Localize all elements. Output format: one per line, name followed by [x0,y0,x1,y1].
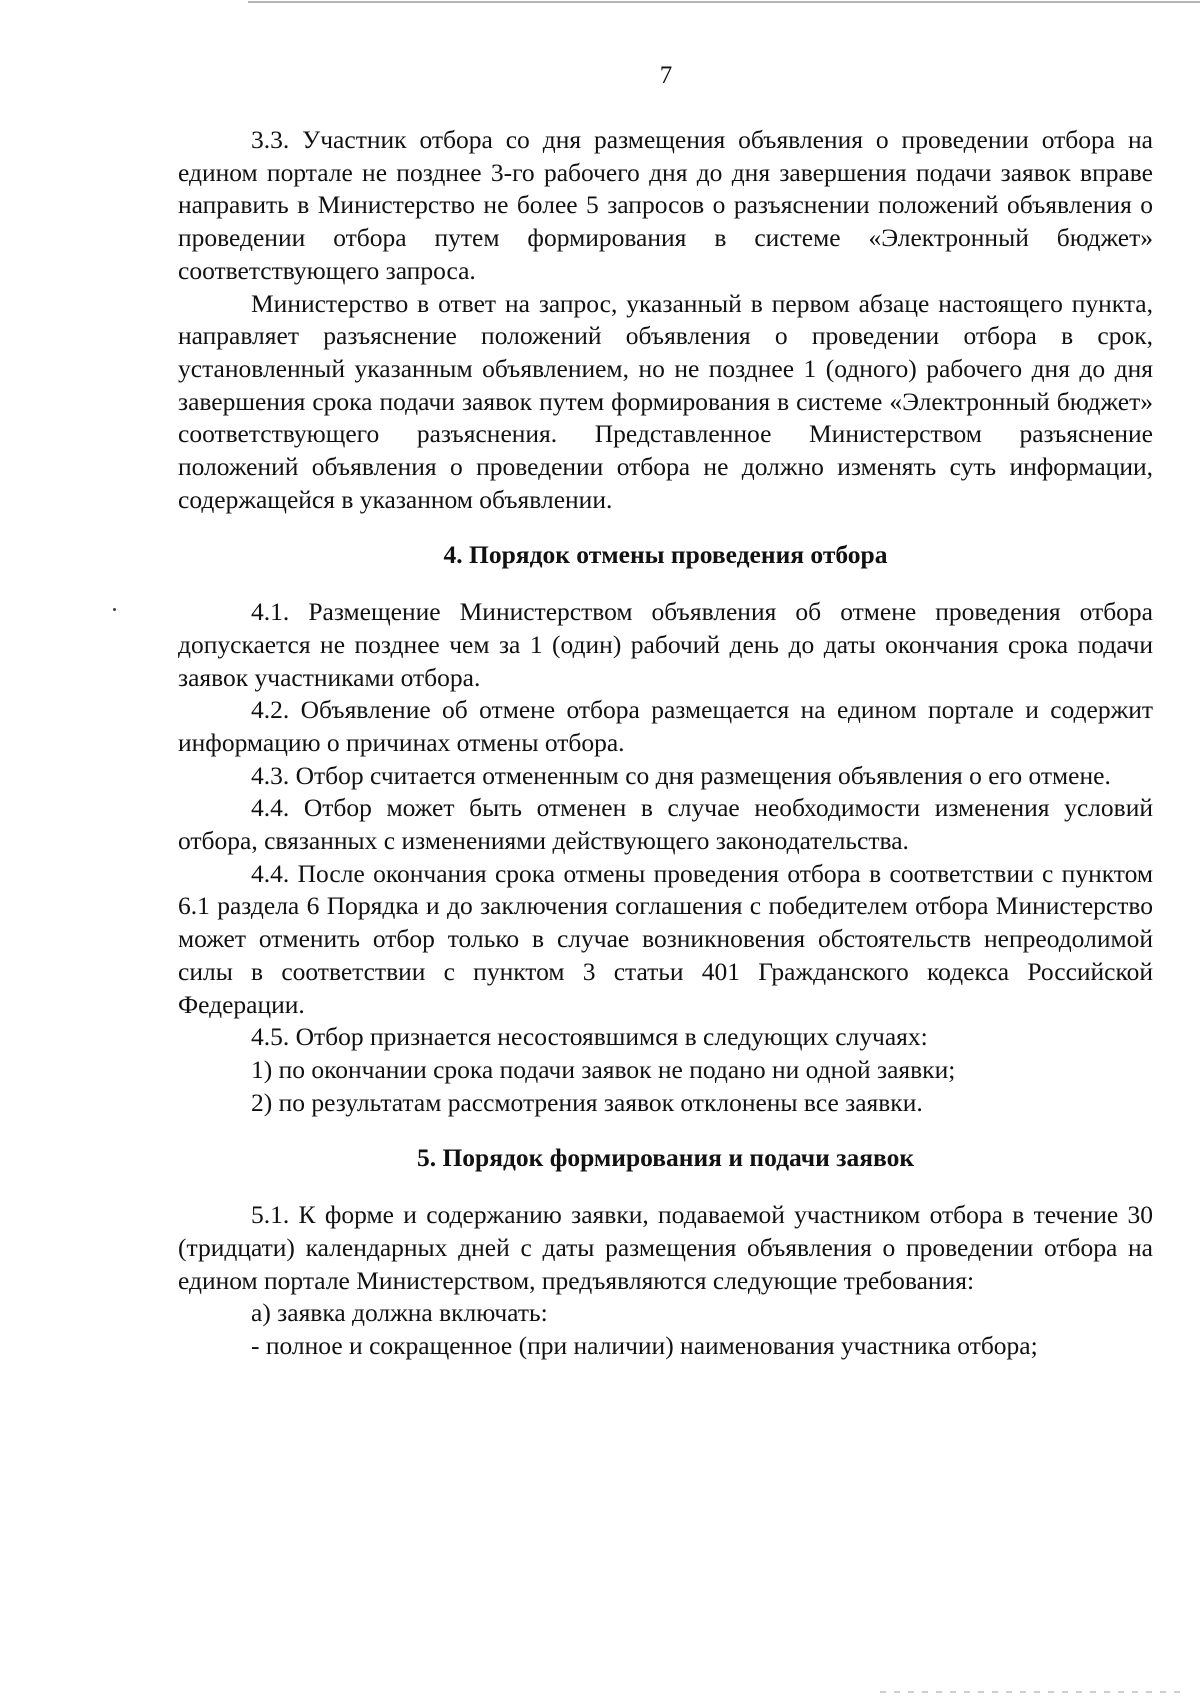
paragraph-4-4: 4.4. Отбор может быть отменен в случае необходимости изменения условий отбора, связанных с изменениями действующего законодательства. [178,793,1153,856]
top-border-line [248,1,1200,3]
section-5-heading: 5. Порядок формирования и подачи заявок [416,1143,915,1173]
document-body [178,124,1153,1363]
paragraph-4-1: 4.1. Размещение Министерством объявления об отмене проведения отбора допускается не позднее чем за 1 (один) рабочий день до даты окончания срока подачи заявок участниками отбора. [178,597,1153,692]
list-item-5-1-a-1: - полное и сокращенное (при наличии) наименования участника отбора; [251,1330,1038,1360]
page-number: 7 [659,62,673,89]
scan-artifact-dot [113,608,116,611]
paragraph-3-3: 3.3. Участник отбора со дня размещения объявления о проведении отбора на едином портале не позднее 3-го рабочего дня до дня завершения подачи заявок вправе направить в Министерство не более 5 запросов о разъяснении положений объявления о проведении отбора путем формирования в системе «Электронный бюджет» соответствующего запроса. [178,125,1153,285]
paragraph-4-2: 4.2. Объявление об отмене отбора размещается на едином портале и содержит информацию о причинах отмены отбора. [178,695,1153,757]
scan-artifact-bottom [880,1691,1180,1693]
paragraph-4-5: 4.5. Отбор признается несостоявшимся в следующих случаях: [251,1022,928,1052]
list-item-5-1-a: а) заявка должна включать: [251,1298,548,1328]
list-item-4-5-2: 2) по результатам рассмотрения заявок отклонены все заявки. [251,1087,923,1117]
paragraph-4-3: 4.3. Отбор считается отмененным со дня размещения объявления о его отмене. [251,760,1111,790]
paragraph-3-3-response: Министерство в ответ на запрос, указанный в первом абзаце настоящего пункта, направляет разъяснение положений объявления о проведении отбора в срок, установленный указанным объявлением, но не позднее 1 (одного) рабочего дня до дня завершения срока подачи заявок путем формирования в системе «Электронный бюджет» соответствующего разъяснения. Представленное Министерством разъяснение положений объявления о проведении отбора не должно изменять суть информации, содержащейся в указанном объявлении. [178,288,1153,514]
section-4-heading: 4. Порядок отмены проведения отбора [443,540,888,570]
paragraph-4-4-second: 4.4. После окончания срока отмены проведения отбора в соответствии с пунктом 6.1 раздела 6 Порядка и до заключения соглашения с победителем отбора Министерство может отменить отбор только в случае возникновения обстоятельств непреодолимой силы в соответствии с пунктом 3 статьи 401 Гражданского кодекса Российской Федерации. [178,858,1153,1019]
list-item-4-5-1: 1) по окончании срока подачи заявок не подано ни одной заявки; [251,1054,956,1084]
paragraph-5-1: 5.1. К форме и содержанию заявки, подаваемой участником отбора в течение 30 (тридцати) календарных дней с даты размещения объявления о проведении отбора на едином портале Министерством, предъявляются следующие требования: [178,1200,1153,1295]
